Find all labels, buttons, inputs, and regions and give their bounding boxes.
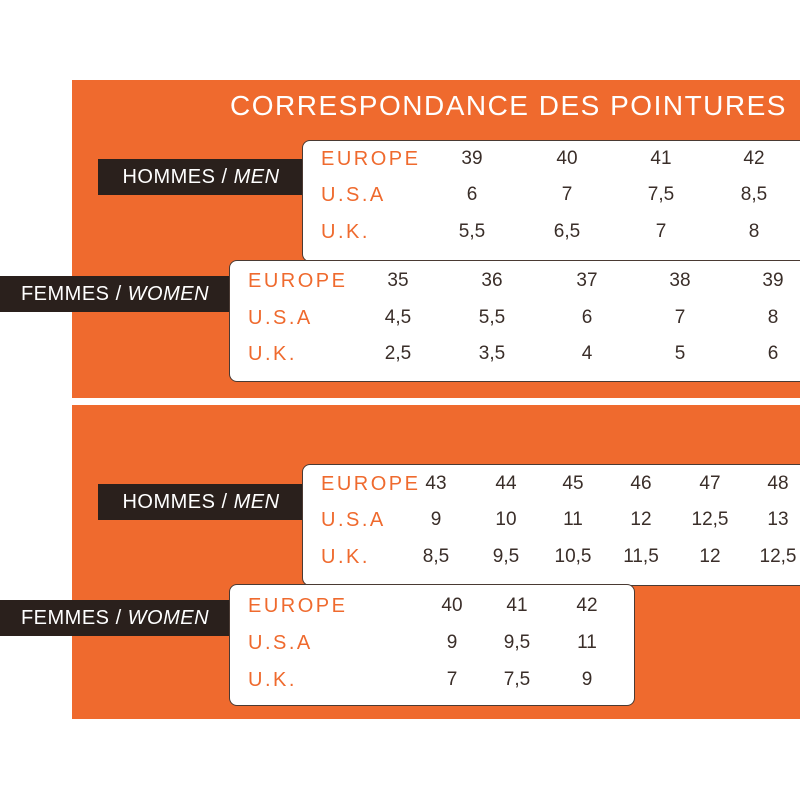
men-tag [98,159,304,195]
men_2-usa-cell: 9 [430,509,442,530]
men_1-row-label-uk: U.K. [321,221,370,243]
men_2-uk-cell: 9,5 [492,546,520,567]
men_2-europe-cell: 43 [425,473,447,494]
women_1-usa-cell: 4,5 [384,307,412,328]
men_1-uk-cell: 5,5 [458,221,486,242]
men_2-row-label-europe: EUROPE [321,473,421,495]
men_1-usa-cell: 6 [466,184,478,205]
women_1-usa-cell: 5,5 [478,307,506,328]
women_2-uk-cell: 7 [446,669,458,690]
women-tag [0,276,230,312]
men_2-usa-cell: 10 [495,509,517,530]
women_1-uk-cell: 2,5 [384,343,412,364]
men-tag-label-en: MEN [233,165,280,188]
women_1-row-label-europe: EUROPE [248,270,348,292]
women_1-europe-cell: 39 [762,270,784,291]
women-tag-label-en: WOMEN [127,282,210,305]
men_2-usa-cell: 11 [563,509,583,530]
men_2-uk-cell: 12 [699,546,721,567]
women_1-usa-cell: 7 [674,307,686,328]
women_2-usa-cell: 11 [577,632,597,653]
men_1-europe-cell: 41 [650,148,672,169]
women-tag-label: FEMMES / [20,282,122,305]
women_1-europe-cell: 35 [387,270,409,291]
men_2-uk-cell: 10,5 [554,546,592,567]
women_1-europe-cell: 38 [669,270,691,291]
men_2-uk-cell: 11,5 [623,546,659,567]
men_2-europe-cell: 48 [767,473,789,494]
men_1-row-label-europe: EUROPE [321,148,421,170]
men_1-usa-cell: 7 [561,184,573,205]
women_2-uk-cell: 7,5 [503,669,531,690]
men_2-europe-cell: 47 [699,473,721,494]
women-tag-2-label-en: WOMEN [127,606,210,629]
women_1-europe-cell: 36 [481,270,503,291]
women_1-usa-cell: 6 [581,307,593,328]
men_2-usa-cell: 12,5 [691,509,729,530]
men-tag-2-label: HOMMES / [122,490,228,513]
men_1-europe-cell: 42 [743,148,765,169]
men-tag-label: HOMMES / [122,165,228,188]
men_2-usa-cell: 12 [630,509,652,530]
women-tag-2 [0,600,230,636]
men_1-europe-cell: 40 [556,148,578,169]
men_2-europe-cell: 45 [562,473,584,494]
men_1-row-label-usa: U.S.A [321,184,386,206]
men_2-usa-cell: 13 [767,509,789,530]
men_2-uk-cell: 8,5 [422,546,450,567]
women_2-row-label-europe: EUROPE [248,595,348,617]
men_2-row-label-usa: U.S.A [321,509,386,531]
women_2-row-label-uk: U.K. [248,669,297,691]
men-tag-2-label-en: MEN [233,490,280,513]
men_1-europe-cell: 39 [461,148,483,169]
men_1-uk-cell: 6,5 [553,221,581,242]
women_2-row-label-usa: U.S.A [248,632,313,654]
women_1-uk-cell: 6 [767,343,779,364]
women_2-usa-cell: 9,5 [503,632,531,653]
women_2-uk-cell: 9 [581,669,593,690]
men_1-usa-cell: 8,5 [740,184,768,205]
women_1-usa-cell: 8 [767,307,779,328]
women_2-usa-cell: 9 [446,632,458,653]
men_2-europe-cell: 44 [495,473,517,494]
men_1-uk-cell: 7 [655,221,667,242]
women_1-europe-cell: 37 [576,270,598,291]
page-title: CORRESPONDANCE DES POINTURES [230,90,787,121]
men_1-uk-cell: 8 [748,221,760,242]
men_2-europe-cell: 46 [630,473,652,494]
men_1-usa-cell: 7,5 [647,184,675,205]
women_1-row-label-uk: U.K. [248,343,297,365]
women_1-uk-cell: 3,5 [478,343,506,364]
women_2-europe-cell: 42 [576,595,598,616]
men_2-row-label-uk: U.K. [321,546,370,568]
women_1-uk-cell: 4 [581,343,593,364]
men_2-uk-cell: 12,5 [759,546,797,567]
women-tag-2-label: FEMMES / [20,606,122,629]
women_2-europe-cell: 41 [506,595,528,616]
men-tag-2 [98,484,304,520]
women_2-europe-cell: 40 [441,595,463,616]
women_1-row-label-usa: U.S.A [248,307,313,329]
women_1-uk-cell: 5 [674,343,686,364]
